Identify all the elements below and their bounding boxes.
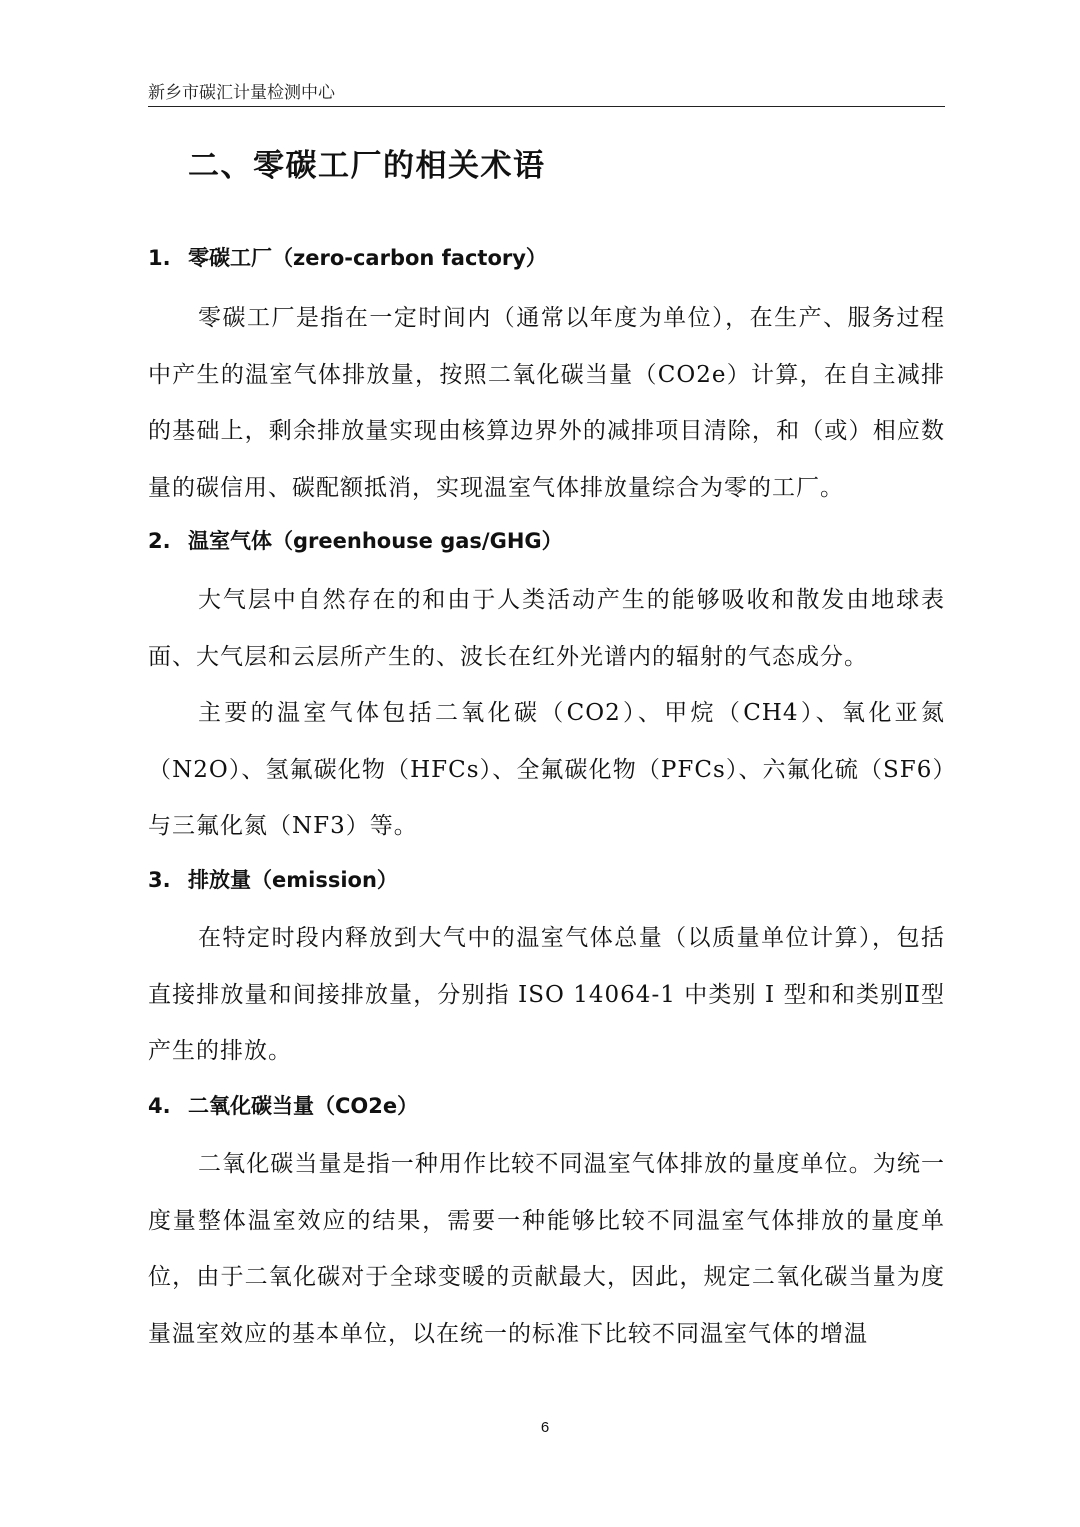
- page-number: 6: [540, 1419, 550, 1436]
- term-title: 二氧化碳当量（CO2e）: [188, 1094, 419, 1118]
- section-title: 二、零碳工厂的相关术语: [188, 148, 546, 184]
- term-title: 零碳工厂（zero-carbon factory）: [188, 246, 547, 270]
- term-definition-co2e: 二氧化碳当量是指一种用作比较不同温室气体排放的量度单位。为统一度量整体温室效应的结果，需要一种能够比较不同温室气体排放的量度单位，由于二氧化碳对于全球变暖的贡献最大，因此，规定二氧化碳当量为度量温室效应的基本单位，以在统一的标准下比较不同温室气体的增温: [148, 1151, 945, 1347]
- term-number: 3.: [148, 868, 171, 892]
- term-heading-zero-carbon-factory: [148, 242, 945, 274]
- term-definition-greenhouse-gas: 大气层中自然存在的和由于人类活动产生的能够吸收和散发由地球表面、大气层和云层所产生的、波长在红外光谱内的辐射的气态成分。: [148, 587, 945, 670]
- term-heading-greenhouse-gas: [148, 525, 945, 557]
- term-title: 温室气体（greenhouse gas/GHG）: [188, 529, 563, 553]
- term-definition-greenhouse-gas-list: 主要的温室气体包括二氧化碳（CO2）、甲烷（CH4）、氧化亚氮（N2O）、氢氟碳化物（HFCs）、全氟碳化物（PFCs）、六氟化硫（SF6）与三氟化氮（NF3）等。: [148, 700, 945, 839]
- term-number: 4.: [148, 1094, 171, 1118]
- term-heading-emission: [148, 864, 945, 896]
- term-definition-emission: 在特定时段内释放到大气中的温室气体总量（以质量单位计算），包括直接排放量和间接排放量，分别指 ISO 14064-1 中类别 Ⅰ 型和和类别Ⅱ型产生的排放。: [148, 925, 945, 1064]
- term-definition-zero-carbon-factory: 零碳工厂是指在一定时间内（通常以年度为单位），在生产、服务过程中产生的温室气体排放量，按照二氧化碳当量（CO2e）计算，在自主减排的基础上，剩余排放量实现由核算边界外的减排项目清除，和（或）相应数量的碳信用、碳配额抵消，实现温室气体排放量综合为零的工厂。: [148, 305, 945, 501]
- term-number: 1.: [148, 246, 171, 270]
- header-organization: 新乡市碳汇计量检测中心: [148, 83, 335, 103]
- page-header: [148, 80, 945, 107]
- term-title: 排放量（emission）: [188, 868, 398, 892]
- term-heading-co2e: [148, 1090, 945, 1122]
- term-number: 2.: [148, 529, 171, 553]
